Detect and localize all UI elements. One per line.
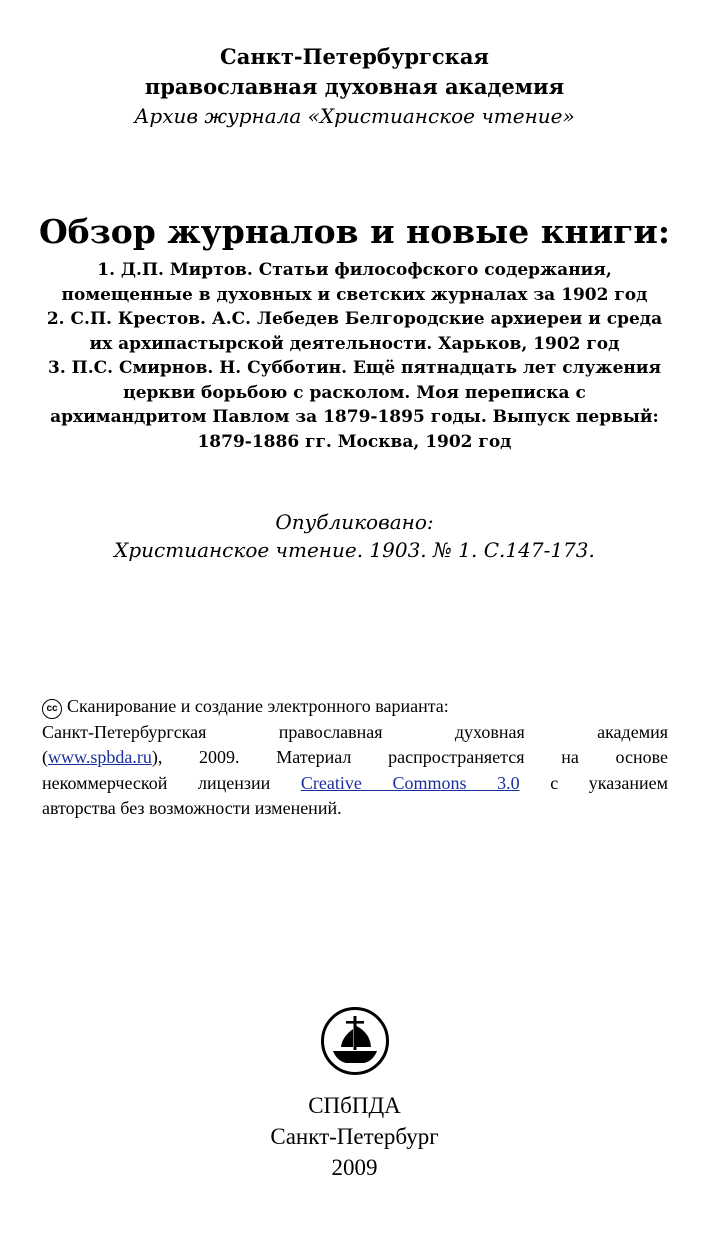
- published-source: Христианское чтение. 1903. № 1. С.147-173.: [114, 538, 595, 562]
- publisher-abbrev: СПбПДА: [308, 1093, 401, 1118]
- publication-info: [0, 508, 709, 564]
- archive-subtitle: Архив журнала «Христианское чтение»: [134, 104, 575, 128]
- article-line: 1879-1886 гг. Москва, 1902 год: [197, 431, 512, 452]
- license-line-1: [42, 694, 668, 720]
- article-line: церкви борьбою с расколом. Моя переписка с: [123, 382, 586, 403]
- article-line: 1. Д.П. Миртов. Статьи философского содержания,: [97, 260, 612, 280]
- creative-commons-link[interactable]: Creative Commons 3.0: [300, 772, 520, 793]
- license-text: Сканирование и создание электронного варианта:: [67, 696, 449, 716]
- license-text: ), 2009. Материал распространяется на основе: [151, 747, 668, 767]
- license-line-2: Санкт-Петербургская православная духовная академия: [42, 721, 668, 742]
- license-block: [42, 694, 668, 822]
- license-text: (: [42, 747, 48, 767]
- document-title: Обзор журналов и новые книги:: [38, 212, 671, 251]
- spbda-site-link[interactable]: www.spbda.ru: [48, 747, 152, 767]
- article-line: 3. П.С. Смирнов. Н. Субботин. Ещё пятнадцать лет служения: [47, 358, 662, 378]
- article-line: архимандритом Павлом за 1879-1895 годы. Выпуск первый:: [50, 407, 659, 427]
- article-list: [0, 258, 709, 454]
- license-text: с указанием: [519, 772, 669, 793]
- published-label: Опубликовано:: [275, 510, 434, 534]
- creative-commons-icon: cc: [42, 699, 62, 719]
- license-text: некоммерческой лицензии: [42, 772, 301, 793]
- spbda-emblem-icon: [320, 1006, 390, 1076]
- publisher-city: Санкт-Петербург: [270, 1124, 439, 1149]
- article-line: их архипастырской деятельности. Харьков, 1902 год: [89, 333, 620, 354]
- article-line: 2. С.П. Крестов. А.С. Лебедев Белгородские архиереи и среда: [46, 309, 663, 329]
- license-line-4: [42, 771, 668, 797]
- article-line: помещенные в духовных и светских журналах за 1902 год: [61, 284, 648, 305]
- header-line-2: православная духовная академия: [144, 74, 565, 99]
- header-line-1: Санкт-Петербургская: [220, 44, 489, 69]
- license-line-3: [42, 745, 668, 771]
- license-line-5: авторства без возможности изменений.: [42, 798, 342, 818]
- publisher-info: [0, 1090, 709, 1183]
- publisher-year: 2009: [331, 1155, 378, 1180]
